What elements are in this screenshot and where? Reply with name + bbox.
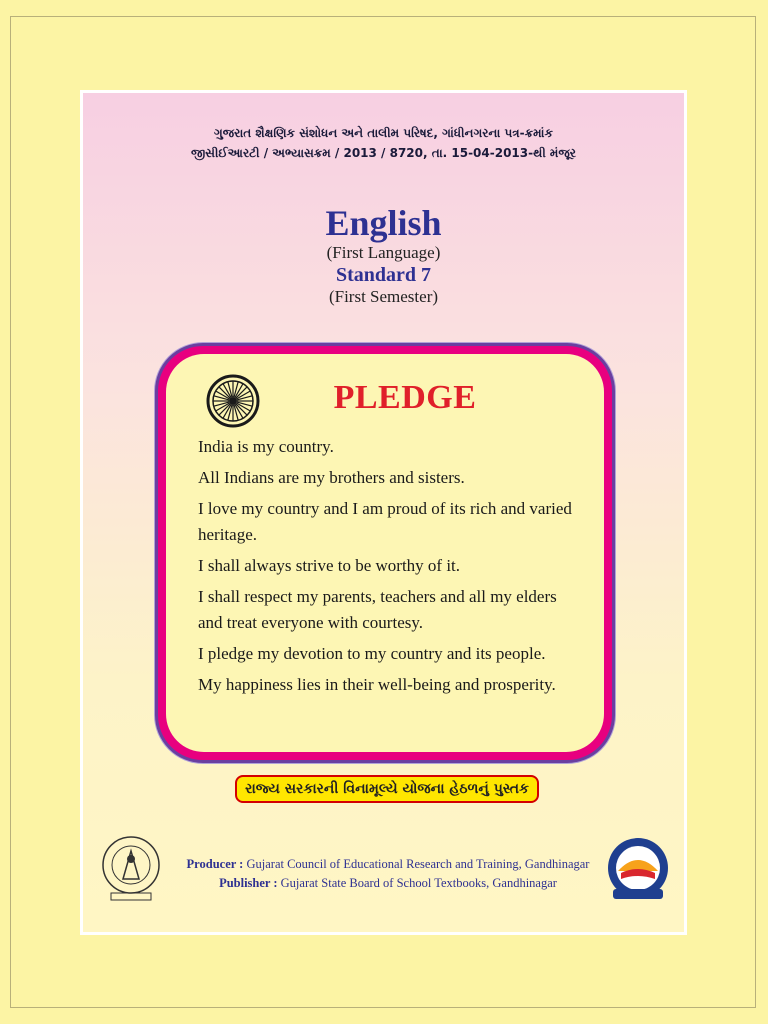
producer-label: Producer : — [186, 857, 244, 871]
pledge-line: India is my country. — [198, 437, 334, 456]
approval-line-1: ગુજરાત શૈક્ષણિક સંશોધન અને તાલીમ પરિષદ, ગાંધીનગરના પત્ર-ક્રમાંક — [214, 126, 553, 140]
pledge-line: My happiness lies in their well-being and prosperity. — [198, 675, 556, 694]
book-standard: Standard 7 — [335, 264, 432, 286]
pledge-frame — [155, 343, 615, 763]
publisher-name: Gujarat State Board of School Textbooks, Gandhinagar — [280, 876, 557, 890]
publisher-line — [178, 874, 598, 893]
approval-notice — [83, 123, 684, 163]
pledge-panel — [166, 354, 604, 752]
publisher-label: Publisher : — [219, 876, 278, 890]
approval-line-2: જીસીઈઆરટી / અભ્યાસક્રમ / 2013 / 8720, તા. 15-04-2013-થી મંજૂર — [191, 146, 576, 160]
cover-page — [80, 90, 687, 935]
producer-line — [178, 855, 598, 874]
pledge-title: PLEDGE — [333, 379, 477, 416]
pledge-line: All Indians are my brothers and sisters. — [198, 468, 465, 487]
free-book-notice: રાજ્ય સરકારની વિનામૂલ્યે યોજના હેઠળનું પુસ્તક — [235, 775, 539, 803]
credits — [178, 855, 598, 893]
pledge-line: I shall respect my parents, teachers and all my elders and treat everyone with courtesy. — [198, 587, 557, 632]
producer-name: Gujarat Council of Educational Research and Training, Gandhinagar — [246, 857, 590, 871]
pledge-line: I love my country and I am proud of its rich and varied heritage. — [198, 499, 572, 544]
pledge-line: I pledge my devotion to my country and its people. — [198, 644, 546, 663]
book-title: English — [325, 203, 442, 243]
book-language: (First Language) — [326, 243, 441, 262]
textbook-board-seal-icon — [97, 833, 165, 905]
title-block — [83, 203, 684, 307]
pledge-line: I shall always strive to be worthy of it. — [198, 556, 461, 575]
pledge-lines — [198, 434, 578, 703]
book-semester: (First Semester) — [328, 287, 439, 306]
gcert-logo-icon — [603, 835, 673, 905]
